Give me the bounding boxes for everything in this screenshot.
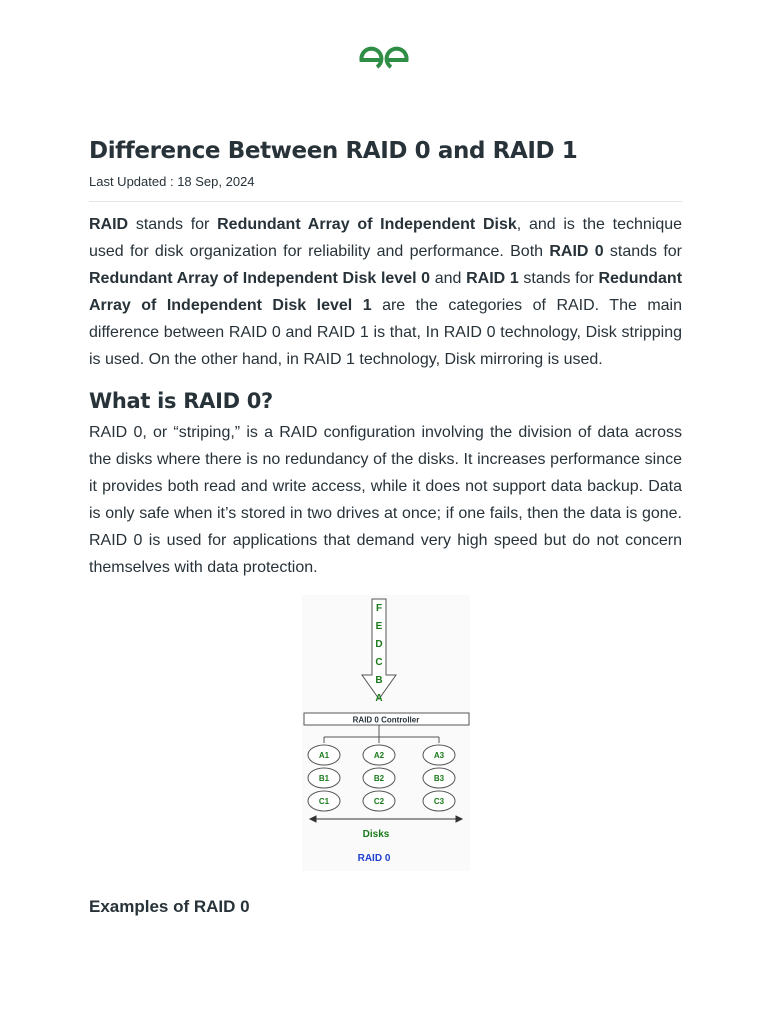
- disk-block-label: B1: [318, 774, 329, 783]
- section-heading-raid0: What is RAID 0?: [89, 389, 273, 413]
- article-content: [89, 138, 682, 917]
- disk-block-label: A3: [433, 751, 444, 760]
- disk-block-label: B2: [373, 774, 384, 783]
- arrow-letter: C: [374, 657, 383, 668]
- disk-block-label: B3: [433, 774, 444, 783]
- arrow-letter: B: [374, 675, 383, 686]
- page-title: Difference Between RAID 0 and RAID 1: [89, 138, 578, 164]
- disk-block-label: C3: [433, 797, 444, 806]
- arrow-letter: E: [375, 621, 382, 632]
- gfg-logo-icon[interactable]: [357, 44, 411, 74]
- disk-block-label: A2: [373, 751, 384, 760]
- bold-term: Redundant Array of Independent Disk level 0: [89, 270, 431, 287]
- text-run: and: [430, 270, 467, 287]
- disk-block-label: A1: [318, 751, 329, 760]
- last-updated-label: Last Updated :: [89, 174, 174, 189]
- raid0-diagram: [89, 595, 682, 871]
- bold-term: RAID 1: [466, 270, 519, 287]
- last-updated: [89, 174, 682, 189]
- disk-block-label: C2: [373, 797, 384, 806]
- arrow-letter: A: [374, 693, 383, 704]
- disk-block-label: C1: [318, 797, 329, 806]
- bold-term: Redundant Array of Independent Disk level 1: [89, 270, 683, 314]
- bold-term: RAID 0: [549, 243, 604, 260]
- disks-label: Disks: [362, 829, 389, 840]
- raid0-paragraph: RAID 0, or “striping,” is a RAID configuration involving the division of data across the disks where there is no redundancy of the disks. It increases performance since it provides both read and write access, while it does not support data backup. Data is only safe when it’s stored in two drives at once; if one fails, then the data is gone. RAID 0 is used for applications that demand very high speed but do not concern themselves with data protection.: [89, 424, 682, 576]
- bold-term: Redundant Array of Independent Disk: [217, 216, 517, 233]
- diagram-caption: RAID 0: [357, 853, 390, 864]
- controller-label: RAID 0 Controller: [352, 715, 419, 725]
- bold-term: RAID: [89, 216, 129, 233]
- divider: [89, 201, 682, 202]
- text-run: are the categories of RAID. The main difference between RAID 0 and RAID 1 is that, In RAID 0 technology, Disk stripping is used. On the other hand, in RAID 1 technology, Disk mirroring is used.: [89, 297, 682, 368]
- arrow-letter: F: [375, 603, 382, 614]
- site-header: [0, 44, 768, 74]
- examples-heading: Examples of RAID 0: [89, 897, 250, 916]
- text-run: , and is the technique used for disk organization for reliability and performance. Both: [89, 216, 683, 260]
- text-run: stands for: [128, 216, 218, 233]
- text-run: stands for: [603, 243, 683, 260]
- arrow-letter: D: [374, 639, 383, 650]
- last-updated-date: 18 Sep, 2024: [177, 174, 255, 189]
- raid0-diagram-svg: [302, 595, 470, 871]
- intro-paragraph: [89, 211, 682, 373]
- text-run: stands for: [518, 270, 599, 287]
